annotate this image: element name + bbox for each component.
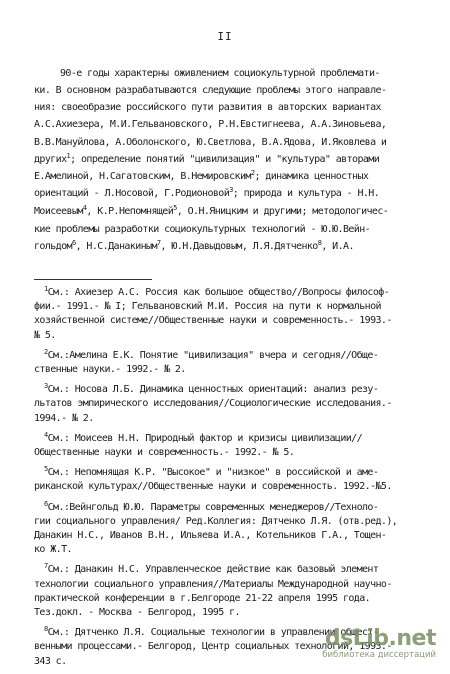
line-text: ко Ж.Т. — [34, 544, 72, 556]
footnote-marker: 5 — [173, 204, 177, 212]
footnote-line — [34, 592, 370, 605]
footnote-line — [34, 606, 240, 619]
footnote-line — [44, 349, 378, 362]
footnote-marker: 7 — [44, 562, 48, 571]
footnote-marker: 4 — [44, 430, 48, 439]
line-text: льтатов эмпирического исследования//Социологические исследования.- — [34, 398, 392, 410]
footnote-line — [34, 412, 94, 425]
footnote-separator — [34, 279, 152, 280]
footnote-line — [34, 655, 67, 668]
line-text: См.: Дятченко Л.Я. Социальные технологии в управлении общест- — [47, 627, 379, 639]
footnote-marker: 6 — [71, 239, 76, 247]
line-text: , Н.С.Данакиным — [75, 241, 157, 252]
line-text: фии.- 1991.- № I; Гельвановский М.И. Россия на пути к нормальной — [34, 301, 381, 313]
footnote-line — [34, 300, 381, 313]
body-text-line — [60, 67, 380, 80]
line-text: ; динамика ценностных — [254, 171, 369, 182]
body-text-line — [34, 170, 368, 183]
line-text: Общественные науки и современность.- 1992.- № 5. — [34, 447, 295, 458]
line-text: Тез.докл. - Москва - Белгород, 1995 г. — [34, 607, 240, 618]
footnote-line — [34, 397, 392, 410]
line-text: других — [34, 154, 67, 165]
footnote-line — [34, 543, 72, 556]
footnote-marker: 3 — [229, 186, 233, 194]
footnote-line — [44, 466, 378, 479]
footnote-marker: 8 — [44, 625, 48, 634]
line-text: ния: своеобразие российского пути развития в авторских вариантах — [34, 102, 381, 113]
body-text-line — [34, 187, 379, 200]
line-text: , О.Н.Яницким и другими; методологичес- — [176, 206, 389, 217]
line-text: ; природа и культура - Н.Н. — [232, 188, 380, 199]
line-text: гии социального управления/ Ред.Коллегия: Дятченко Л.Я. (отв.ред.), — [34, 515, 398, 527]
line-text: В.В.Мануйлова, А.Оболонского, Ю.Светлова, В.А.Ядова, И.Яковлева и — [34, 137, 387, 148]
line-text: 90-е годы характерны оживлением социокультурной проблемати- — [60, 68, 380, 79]
footnote-line — [44, 286, 389, 299]
footnote-marker: 2 — [44, 347, 48, 356]
footnote-line — [44, 383, 378, 396]
footnote-line — [34, 446, 294, 459]
footnote-marker: 5 — [44, 465, 48, 474]
line-text: риканской культурах//Общественные науки и современность. 1992.-№5. — [34, 481, 392, 493]
line-text: , К.Р.Непомнящей — [86, 206, 174, 217]
line-text: гольдом — [34, 241, 72, 252]
line-text: Е.Амелиной, Н.Сагатовским, В.Немировским — [34, 171, 251, 182]
line-text: ; определение понятий "цивилизация" и "культура" авторами — [70, 154, 380, 165]
body-text-line — [34, 223, 370, 236]
line-text: См.: Непомнящая К.Р. "Высокое" и "низкое" в российской и аме- — [47, 467, 379, 479]
footnote-line — [34, 314, 392, 327]
watermark-logo-text: dsLib.net — [324, 626, 436, 651]
footnote-line — [34, 480, 392, 493]
footnote-marker: 3 — [44, 382, 48, 391]
body-text-line — [34, 240, 354, 253]
body-text-line — [34, 153, 379, 166]
line-text: кие проблемы разработки социокультурных технологий - Ю.Ю.Вейн- — [34, 224, 371, 235]
footnote-line — [34, 529, 386, 542]
line-text: хозяйственной системе//Общественные науки и современность.- 1993.- — [34, 315, 392, 327]
line-text: См.:Амелина Е.К. Понятие "цивилизация" вчера и сегодня//Обще- — [47, 349, 379, 361]
footnote-marker: 4 — [82, 204, 87, 212]
line-text: практической конференции в г.Белгороде 21-22 апреля 1995 года. — [34, 592, 371, 604]
watermark-subtitle: библиотека диссертаций — [322, 650, 436, 660]
body-text-line — [34, 205, 388, 218]
body-text-line — [34, 84, 386, 97]
line-text: ственные науки.- 1992.- № 2. — [34, 364, 186, 375]
footnote-marker: 1 — [44, 285, 48, 293]
footnote-line — [34, 329, 56, 342]
line-text: технологии социального управления//Материалы Международной научно- — [34, 578, 392, 590]
line-text: венными процессами.- Белгород, Центр социальных технологий, 1993.- — [34, 641, 392, 653]
footnote-line — [44, 563, 378, 576]
body-text-line — [34, 118, 386, 131]
line-text: Данакин Н.С., Иванов В.Н., Ильяева И.А., Котельников Г.А., Тощен- — [34, 530, 387, 541]
footnote-line — [44, 501, 378, 514]
line-text: 1994.- № 2. — [34, 412, 94, 424]
footnote-marker: 7 — [156, 239, 161, 247]
line-text: ки. В основном разрабатываются следующие проблемы этого направле- — [34, 85, 387, 96]
watermark-logo — [316, 626, 436, 662]
line-text: См.:Вейнгольд Ю.Ю. Параметры современных менеджеров//Техноло- — [47, 501, 379, 513]
line-text: 343 с. — [34, 655, 67, 667]
line-text: , Ю.Н.Давыдовым, Л.Я.Дятченко — [160, 241, 318, 252]
line-text: См.: Ахиезер А.С. Россия как большое общество//Вопросы философ- — [47, 287, 390, 298]
footnote-marker: 8 — [317, 239, 322, 247]
line-text: № 5. — [34, 329, 56, 341]
line-text: См.: Носова Л.Б. Динамика ценностных ориентаций: анализ резу- — [47, 384, 379, 396]
footnote-line — [34, 578, 392, 591]
page-number: II — [217, 30, 233, 43]
line-text: ориентаций - Л.Носовой, Г.Родионовой — [34, 188, 230, 199]
footnote-line — [34, 515, 397, 528]
footnote-marker: 2 — [250, 169, 255, 177]
line-text: Моисеевым — [34, 206, 83, 217]
footnote-line — [44, 432, 362, 445]
line-text: См.: Данакин Н.С. Управленческое действие как базовый элемент — [47, 564, 379, 576]
footnote-marker: 6 — [44, 499, 48, 508]
body-text-line — [34, 101, 381, 114]
body-text-line — [34, 136, 386, 149]
line-text: См.: Моисеев Н.Н. Природный фактор и кризисы цивилизации// — [47, 432, 363, 444]
footnote-marker: 1 — [66, 152, 71, 160]
footnote-line — [34, 363, 186, 376]
line-text: А.С.Ахиезера, М.И.Гельвановского, Р.Н.Евстигнеева, А.А.Зиновьева, — [34, 119, 387, 130]
line-text: , И.А. — [321, 241, 354, 252]
